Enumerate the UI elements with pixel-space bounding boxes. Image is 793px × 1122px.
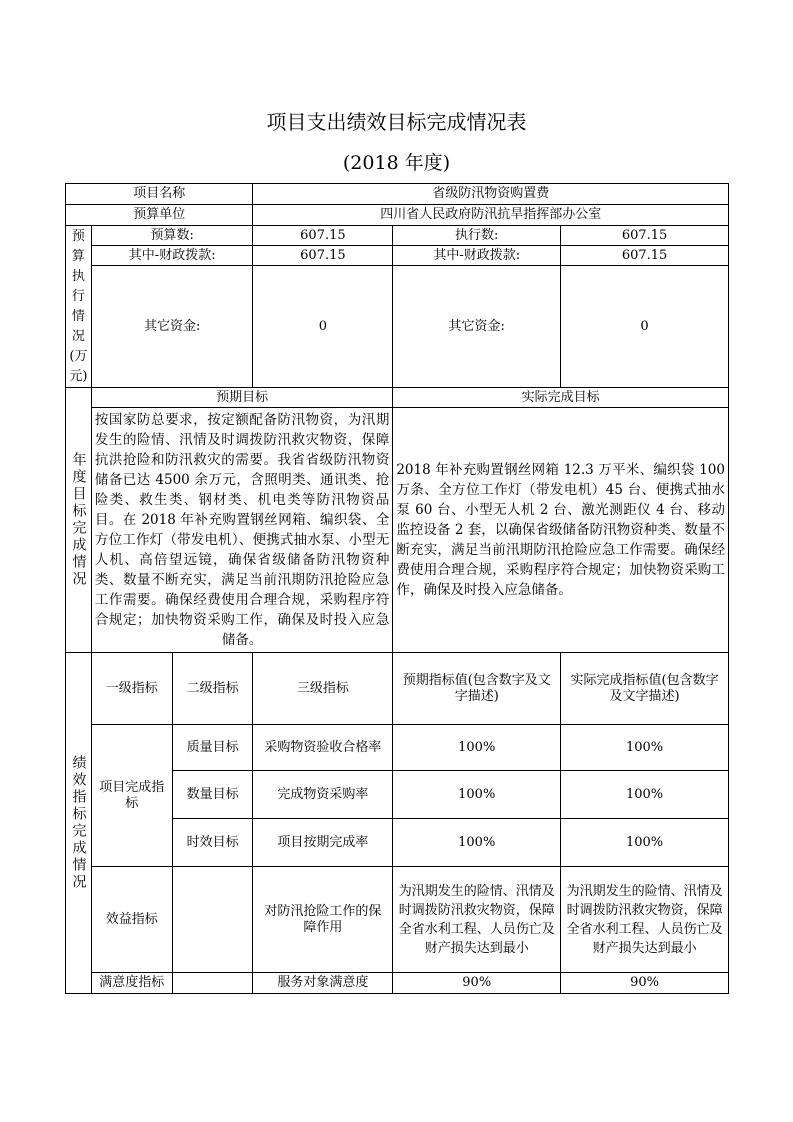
other-funds-exec-value: 0: [561, 266, 729, 388]
actual-value-cell: 100%: [561, 771, 729, 819]
actual-goal-header: 实际完成目标: [393, 388, 729, 408]
fiscal-label: 其中-财政拨款:: [91, 246, 253, 266]
other-funds-label: 其它资金:: [91, 266, 253, 388]
level2-cell: 质量目标: [172, 725, 253, 771]
indicator-header-row: [66, 653, 729, 725]
budget-row: [66, 226, 729, 246]
satisfaction-actual: 90%: [561, 973, 729, 994]
page-subtitle-year: (2018 年度): [342, 152, 451, 174]
exec-amount-value: 607.15: [561, 226, 729, 246]
benefit-level3: 对防汛抢险工作的保障作用: [253, 867, 393, 973]
budget-amount-label: 预算数:: [91, 226, 253, 246]
level3-header: 三级指标: [253, 653, 393, 725]
budget-section-label: [66, 226, 92, 388]
expected-value-header: 预期指标值(包含数字及文字描述): [393, 653, 561, 725]
benefit-row: [66, 867, 729, 973]
level3-cell: 完成物资采购率: [253, 771, 393, 819]
satisfaction-level2-empty: [172, 973, 253, 994]
goals-header-row: [66, 388, 729, 408]
level1-header: 一级指标: [91, 653, 172, 725]
level3-cell: 采购物资验收合格率: [253, 725, 393, 771]
performance-table: [65, 183, 729, 994]
actual-goal-text: 2018 年补充购置钢丝网箱 12.3 万平米、编织袋 100 万条、全方位工作灯（带发电机）45 台、便携式抽水泵 60 台、小型无人机 2 台、激光测距仪 4 台、移动监控设备 2 套，以确保省级储备防汛物资种类、数量不断充实，满足当前汛期防汛抢险应急工作需要。确保经费使用合理合规，采购程序符合规定；加快物资采购工作，确保及时投入应急储备。: [396, 462, 725, 598]
benefit-level1: 效益指标: [91, 867, 172, 973]
expected-value-cell: 100%: [393, 819, 561, 867]
actual-value-cell: 100%: [561, 819, 729, 867]
project-name-value: 省级防汛物资购置费: [253, 184, 729, 205]
fiscal-exec-value: 607.15: [561, 246, 729, 266]
project-name-row: [66, 184, 729, 205]
benefit-expected: 为汛期发生的险情、汛情及时调拨防汛救灾物资，保障全省水利工程、人员伤亡及财产损失达到最小: [393, 867, 561, 973]
other-funds-value: 0: [253, 266, 393, 388]
expected-value-cell: 100%: [393, 771, 561, 819]
expected-value-cell: 100%: [393, 725, 561, 771]
benefit-level2-empty: [172, 867, 253, 973]
goals-content-row: [66, 408, 729, 653]
budget-unit-value: 四川省人民政府防汛抗旱指挥部办公室: [253, 205, 729, 226]
expected-goal-header: 预期目标: [91, 388, 392, 408]
actual-value-cell: 100%: [561, 725, 729, 771]
fiscal-exec-label: 其中-财政拨款:: [393, 246, 561, 266]
level2-cell: 时效目标: [172, 819, 253, 867]
expected-goal-cell: [91, 408, 392, 653]
budget-unit-label: 预算单位: [66, 205, 253, 226]
budget-amount-value: 607.15: [253, 226, 393, 246]
fiscal-row: [66, 246, 729, 266]
goals-section-label: [66, 388, 92, 653]
expected-goal-text: 按国家防总要求，按定额配备防汛物资，为汛期发生的险情、汛情及时调拨防汛救灾物资，保障抗洪抢险和防汛救灾的需要。我省省级防汛物资储备已达 4500 余万元，含照明类、通讯类、抢险类、救生类、钢材类、机电类等防汛物资品目。在 2018 年补充购置钢丝网箱、编织袋、全方位工作灯（带发电机）、便携式抽水泵、小型无人机、高倍望远镜，确保省级储备防汛物资种类、数量不断充实，满足当前汛期防汛抢险应急工作需要。确保经费使用合理合规，采购程序符合规定；加快物资采购工作，确保及时投入应急储备。: [94, 412, 390, 648]
level2-header: 二级指标: [172, 653, 253, 725]
page-title: 项目支出绩效目标完成情况表: [266, 110, 527, 134]
other-funds-row: [66, 266, 729, 388]
satisfaction-expected: 90%: [393, 973, 561, 994]
satisfaction-level1: 满意度指标: [91, 973, 172, 994]
budget-unit-row: [66, 205, 729, 226]
exec-amount-label: 执行数:: [393, 226, 561, 246]
indicator-section-text: 绩效指标完成情况: [70, 755, 87, 891]
satisfaction-level3: 服务对象满意度: [253, 973, 393, 994]
goals-section-text: 年度目标完成情况: [70, 452, 87, 588]
project-completion-label: 项目完成指标: [91, 725, 172, 867]
project-name-label: 项目名称: [66, 184, 253, 205]
actual-value-header: 实际完成指标值(包含数字及文字描述): [561, 653, 729, 725]
level3-cell: 项目按期完成率: [253, 819, 393, 867]
satisfaction-row: [66, 973, 729, 994]
fiscal-value: 607.15: [253, 246, 393, 266]
budget-section-text: 预算执行情况(万元): [69, 228, 88, 384]
other-funds-exec-label: 其它资金:: [393, 266, 561, 388]
table-row: [66, 725, 729, 771]
actual-goal-cell: [393, 408, 729, 653]
benefit-actual: 为汛期发生的险情、汛情及时调拨防汛救灾物资，保障全省水利工程、人员伤亡及财产损失达到最小: [561, 867, 729, 973]
level2-cell: 数量目标: [172, 771, 253, 819]
indicator-section-label: [66, 653, 92, 994]
